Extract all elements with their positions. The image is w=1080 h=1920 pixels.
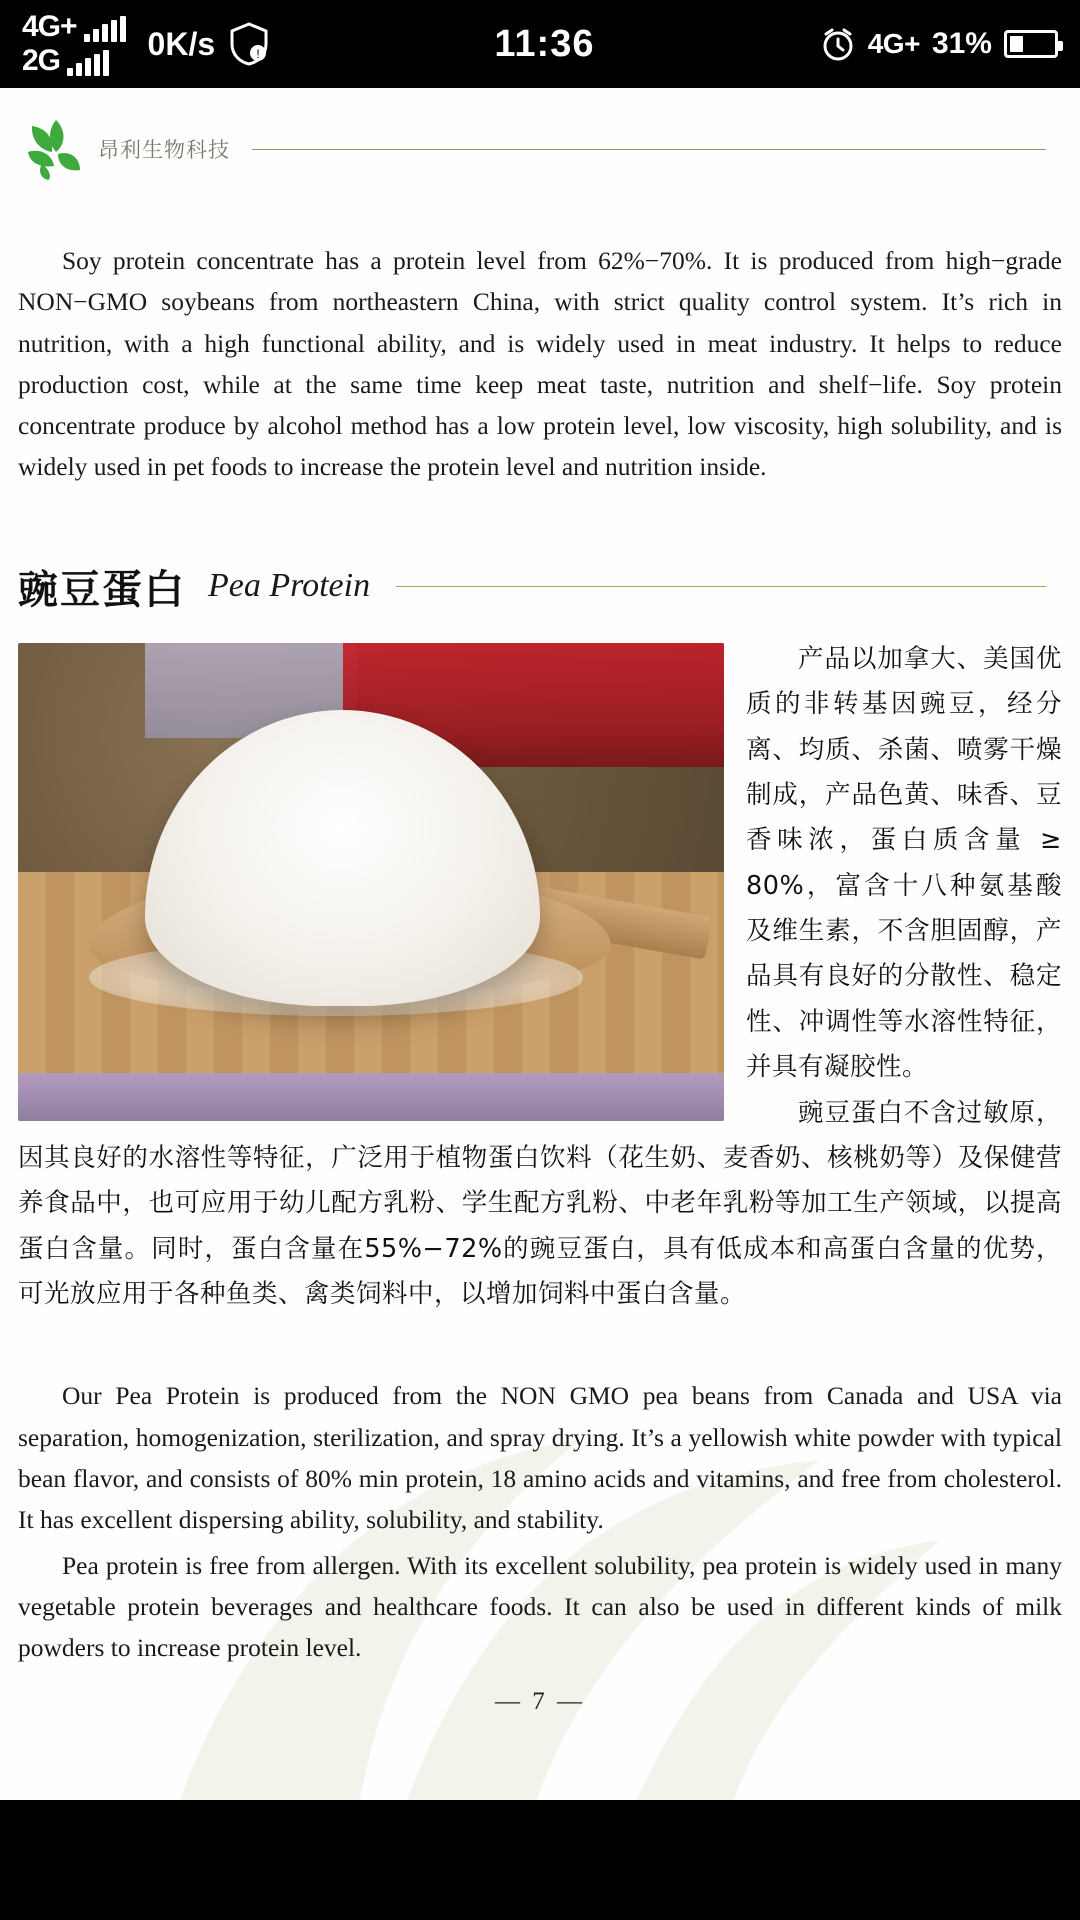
svg-text:!: ! [256, 47, 260, 61]
network-type-primary: 4G+ [22, 10, 77, 43]
cn-paragraph-1: 产品以加拿大、美国优质的非转基因豌豆，经分离、均质、杀菌、喷雾干燥制成，产品色黄、味香、豆香味浓，蛋白质含量 ≥ 80%，富含十八种氨基酸及维生素，不含胆固醇，产品具有良好的分散性、稳定性、冲调性等水溶性特征，并具有凝胶性。 [746, 643, 1062, 1083]
status-bar-right [820, 26, 1058, 62]
section-divider [396, 586, 1046, 587]
status-bar [0, 0, 1080, 88]
signal-row-primary [22, 12, 126, 42]
network-type-secondary: 2G [22, 44, 61, 77]
battery-percent: 31% [931, 27, 992, 60]
en-paragraph-1: Our Pea Protein is produced from the NON GMO pea beans from Canada and USA via separation, homogenization, sterilization, and spray drying. It’s a yellowish white powder with typical bean flavor, and consists of 80% min protein, 18 amino acids and vitamins, and free from cholesterol. It has excellent dispersing ability, solubility, and stability. [18, 1381, 1062, 1535]
pea-protein-photo [18, 643, 724, 1121]
brand-header [0, 88, 1080, 180]
en-paragraph-2: Pea protein is free from allergen. With its excellent solubility, pea protein is widely used in many vegetable protein beverages and healthcare foods. It can also be used in different kinds of milk powders to increase protein level. [18, 1550, 1062, 1663]
document-page [0, 88, 1080, 1800]
cn-paragraph-2: 豌豆蛋白不含过敏原，因其良好的水溶性等特征，广泛用于植物蛋白饮料（花生奶、麦香奶、核桃奶等）及保健营养食品中，也可应用于幼儿配方乳粉、学生配方乳粉、中老年乳粉等加工生产领域，以提高蛋白含量。同时，蛋白含量在55%−72%的豌豆蛋白，具有低成本和高蛋白含量的优势，可光放应用于各种鱼类、禽类饲料中，以增加饲料中蛋白含量。 [18, 1097, 1062, 1310]
signal-bars-primary-icon [84, 16, 126, 42]
section-title-en: Pea Protein [208, 567, 371, 605]
bottom-black-bar [0, 1800, 1080, 1920]
image-text-block [18, 637, 1062, 1318]
network-type-right: 4G+ [867, 28, 920, 59]
intro-paragraph: Soy protein concentrate has a protein level from 62%−70%. It is produced from high−grade NON−GMO soybeans from northeastern China, with strict quality control system. It’s rich in nutrition, with a high functional ability, and is widely used in meat industry. It helps to reduce production cost, while at the same time keep meat taste, nutrition and shelf−life. Soy protein concentrate produce by alcohol method has a low protein level, low viscosity, high solubility, and is widely used in pet foods to increase the protein level and nutrition inside. [18, 246, 1062, 482]
signal-indicators [22, 12, 126, 76]
page-number: — 7 — [495, 1688, 585, 1715]
brand-divider [252, 149, 1046, 150]
document-content [0, 240, 1080, 1668]
english-paragraphs [18, 1375, 1062, 1668]
signal-bars-secondary-icon [67, 50, 109, 76]
status-bar-left [22, 12, 269, 76]
network-speed: 0K/s [147, 25, 216, 62]
shield-warning-icon [229, 22, 269, 66]
leaf-logo-icon [26, 118, 84, 180]
section-title-cn: 豌豆蛋白 [18, 566, 186, 613]
section-heading-pea-protein [18, 558, 1062, 615]
status-bar-clock: 11:36 [494, 22, 595, 65]
signal-row-secondary [22, 46, 126, 76]
battery-icon [1004, 30, 1058, 58]
alarm-clock-icon [820, 26, 856, 62]
brand-name: 昂利生物科技 [98, 139, 230, 162]
